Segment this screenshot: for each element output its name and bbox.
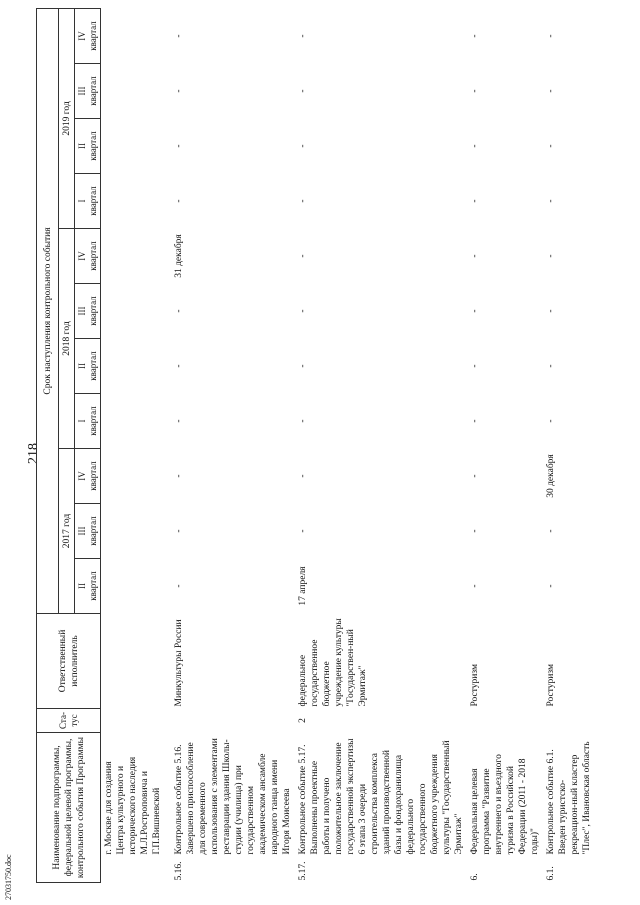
row-name: Контрольное событие 5.17. Выполнены проектные работы и получено положительное заключение государственной экспертизы 6 этапа 3 очереди строительства комплекса зданий производственной базы и фондохранилища федерального государственного бюджетного учреждения культуры "Государственный Эрмитаж" [297,738,464,855]
header-year-2017: 2017 год [59,449,75,614]
quarter-header [75,64,101,119]
quarter-cell: - [297,364,308,368]
quarter-cell: - [469,309,480,313]
quarter-numeral: IV [76,31,87,41]
row-responsible: федеральное государственное бюджетное учреждение культуры "Государствен-ный Эрмитаж" [297,618,368,707]
quarter-cell: - [545,254,556,258]
row-name-cell [295,733,467,883]
quarter-cell [101,119,171,174]
quarter-word: квартал [87,461,98,491]
quarter-cell [101,174,171,229]
quarter-word: квартал [87,21,98,51]
quarter-cell: - [469,199,480,203]
row-name-cell [543,733,623,883]
quarter-cell: - [173,364,184,368]
quarter-cell: - [173,34,184,38]
quarter-cell: - [545,419,556,423]
quarter-word: квартал [87,131,98,161]
quarter-header [75,8,101,63]
header-year-2019: 2019 год [59,8,75,228]
quarter-word: квартал [87,296,98,326]
table-row [295,5,467,882]
quarter-cell: - [469,144,480,148]
quarter-cell: - [545,309,556,313]
page-number: 218 [26,443,41,464]
quarter-header [75,119,101,174]
quarter-cell: - [469,34,480,38]
row-status [101,709,171,733]
quarter-cell: - [173,199,184,203]
quarter-header [75,284,101,339]
quarter-cell [101,559,171,614]
quarter-cell: - [173,529,184,533]
quarter-cell [101,394,171,449]
quarter-cell: - [297,199,308,203]
row-status [543,709,623,733]
quarter-cell: - [297,419,308,423]
quarter-cell: - [545,144,556,148]
control-events-table [36,5,623,883]
row-name: Контрольное событие 5.16. Завершено приспособление для современного использования с элементами реставрации здания Школы-студии (училища) при государственном академическом ансамбле народного танца имени Игоря Моисеева [173,738,292,855]
table-body [101,5,623,882]
quarter-cell: - [469,254,480,258]
quarter-numeral: I [76,419,87,423]
row-status [467,709,543,733]
quarter-numeral: II [76,583,87,589]
row-number: 6. [469,873,480,881]
header-status: Ста-тус [37,709,101,733]
quarter-cell [101,229,171,284]
quarter-cell: - [469,474,480,478]
quarter-cell: - [173,474,184,478]
quarter-word: квартал [87,516,98,546]
row-responsible [101,614,171,709]
document-id: 27031750.doc [4,854,13,900]
quarter-numeral: III [76,526,87,536]
quarter-header [75,559,101,614]
quarter-cell [101,64,171,119]
row-status [171,709,295,733]
quarter-cell: - [469,364,480,368]
quarter-header [75,339,101,394]
header-name: Наименование подпрограммы, федеральной целевой программы, контрольного события Программы [37,733,101,883]
quarter-word: квартал [87,241,98,271]
quarter-header [75,504,101,559]
quarter-header [75,174,101,229]
quarter-word: квартал [87,571,98,601]
quarter-header [75,394,101,449]
table-row [171,5,295,882]
quarter-cell: - [469,529,480,533]
row-responsible: Ростуризм [545,664,556,707]
quarter-numeral: II [76,363,87,369]
quarter-cell: - [297,89,308,93]
quarter-cell: - [173,309,184,313]
quarter-numeral: III [76,306,87,316]
row-responsible: Минкультуры России [173,619,184,707]
table-row [101,5,171,882]
row-name-cell [171,733,295,883]
quarter-numeral: III [76,86,87,96]
quarter-cell [101,339,171,394]
quarter-cell: - [173,584,184,588]
row-name: Контрольное событие 6.1. Введен туристско-рекреацион-ный кластер "Плес", Ивановская область [545,741,592,855]
quarter-cell: - [545,89,556,93]
quarter-cell: - [173,144,184,148]
quarter-word: квартал [87,406,98,436]
quarter-word: квартал [87,186,98,216]
quarter-numeral: IV [76,251,87,261]
quarter-cell: - [545,584,556,588]
quarter-word: квартал [87,351,98,381]
quarter-cell: - [469,89,480,93]
row-status: 2 [297,718,308,723]
quarter-cell: 30 декабря [545,454,556,498]
quarter-cell [101,284,171,339]
quarter-word: квартал [87,76,98,106]
quarter-cell: - [469,584,480,588]
row-number: 5.16. [173,861,184,881]
quarter-numeral: I [76,199,87,203]
row-number: 6.1. [545,866,556,881]
quarter-numeral: II [76,143,87,149]
quarter-cell: - [297,34,308,38]
quarter-cell: 31 декабря [173,234,184,278]
row-name-cell [467,733,543,883]
quarter-cell: - [297,309,308,313]
row-name-cell [101,733,171,883]
quarter-cell [101,504,171,559]
quarter-cell: - [469,419,480,423]
header-year-2018: 2018 год [59,229,75,449]
quarter-cell: - [297,144,308,148]
header-responsible: Ответственный исполнитель [37,614,101,709]
quarter-cell: - [173,419,184,423]
quarter-cell: 17 апреля [297,566,308,606]
quarter-cell: - [545,34,556,38]
quarter-header [75,229,101,284]
header-deadline: Срок наступления контрольного события [37,8,59,613]
quarter-cell: - [297,529,308,533]
row-name: г. Москве для создания Центра культурного и исторического наследия М.Л.Ростроповича и Г.П.Вишневской [104,756,162,855]
quarter-cell [101,8,171,63]
quarter-header [75,449,101,504]
quarter-cell: - [173,89,184,93]
quarter-cell: - [297,254,308,258]
row-name: Федеральная целевая программа "Развитие внутреннего и въездного туризма в Российской Федерации (2011 - 2018 годы)" [469,754,540,855]
table-row [467,5,543,882]
table-row [543,5,623,882]
quarter-cell: - [297,474,308,478]
row-number: 5.17. [297,861,308,881]
quarter-numeral: IV [76,471,87,481]
row-responsible: Ростуризм [469,664,480,707]
quarter-cell: - [545,364,556,368]
quarter-cell [101,449,171,504]
quarter-cell: - [545,199,556,203]
quarter-cell: - [545,529,556,533]
